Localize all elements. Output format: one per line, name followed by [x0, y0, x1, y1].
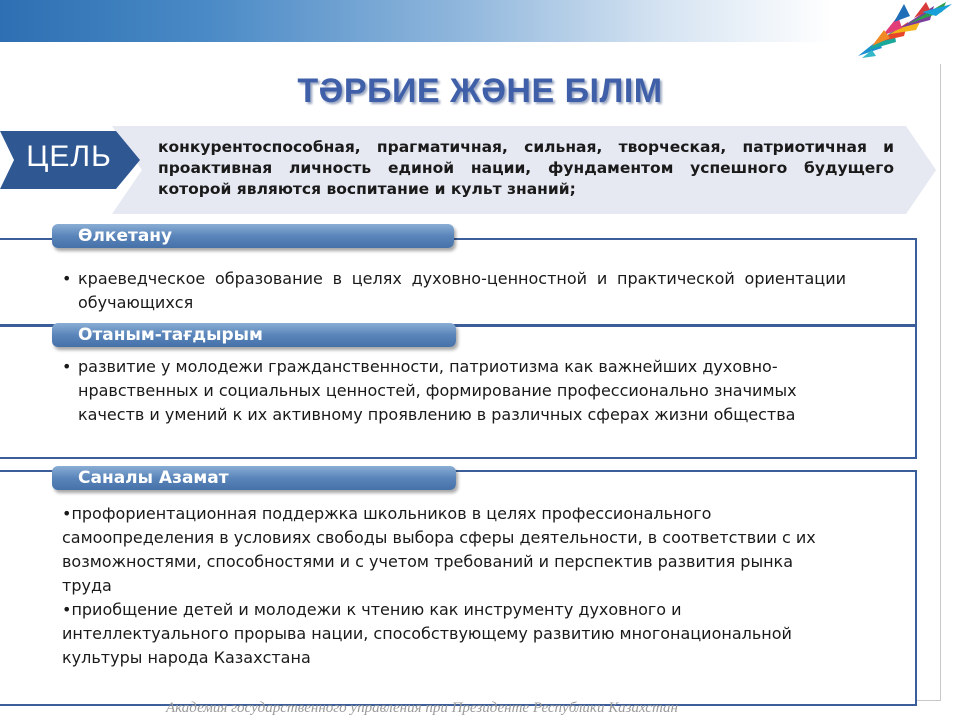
section-tab-olketanu: Өлкетану: [52, 224, 454, 248]
list-item: •приобщение детей и молодежи к чтению как инструменту духовного и интеллектуального прорыва нации, способствующему развитию многонациональной культуры народа Казахстана: [62, 600, 792, 667]
list-item: • краеведческое образование в целях духовно-ценностной и практической ориентации обучающихся: [62, 267, 846, 315]
section-text-olketanu: [62, 267, 846, 315]
section-tab-otanym: Отаным-тағдырым: [52, 323, 456, 347]
footer-academy-name: Академия государственного управления при Президенте Республики Казахстан: [166, 700, 678, 716]
page-title: ТӘРБИЕ ЖӘНЕ БІЛІМ: [297, 72, 663, 110]
list-item: • развитие у молодежи гражданственности, патриотизма как важнейших духовно-нравственных и социальных ценностей, формирование профессионально значимых качеств и умений к их активному проявлению в различных сферах жизни общества: [62, 355, 862, 427]
section-text-sanaly: [62, 502, 842, 670]
header-gradient-band: [0, 0, 832, 42]
list-item: •профориентационная поддержка школьников в целях профессионального самоопределения в условиях свободы выбора сферы деятельности, в соответствии с их возможностями, способностями и с учетом требований и перспектив развития рынка труда: [62, 504, 816, 595]
goal-label: ЦЕЛЬ: [26, 140, 112, 173]
goal-text: конкурентоспособная, прагматичная, сильная, творческая, патриотичная и проактивная личность единой нации, фундаментом успешного будущего которой являются воспитание и культ знаний;: [158, 138, 894, 198]
section-text-otanym: [62, 355, 862, 427]
frame-line-vertical: [940, 64, 941, 700]
section-tab-sanaly: Саналы Азамат: [52, 466, 456, 490]
bird-logo-icon: [838, 0, 956, 62]
